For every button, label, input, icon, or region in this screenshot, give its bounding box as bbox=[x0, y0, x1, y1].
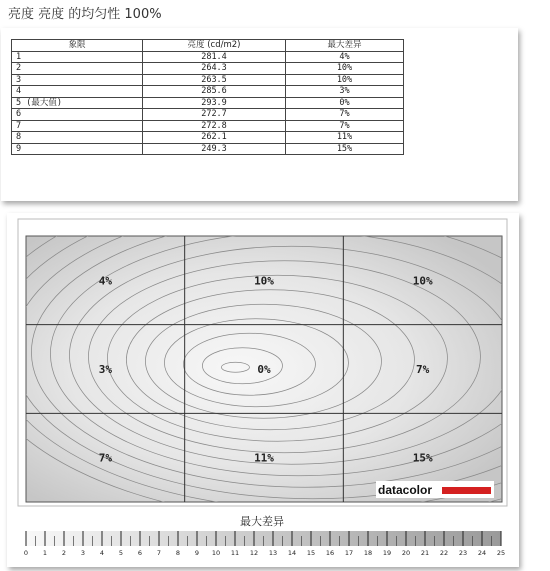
quadrant-label: 4% bbox=[98, 274, 112, 288]
svg-text:datacolor: datacolor bbox=[378, 483, 433, 497]
table-row bbox=[12, 132, 404, 144]
luminance-cell: 272.7 bbox=[143, 109, 286, 121]
scale-tick-label: 20 bbox=[401, 549, 411, 557]
table-row bbox=[12, 109, 404, 121]
luminance-cell: 262.1 bbox=[143, 132, 286, 144]
scale-tick-label: 23 bbox=[458, 549, 468, 557]
table-row bbox=[12, 63, 404, 75]
luminance-cell: 249.3 bbox=[143, 143, 286, 155]
zone-cell: 4 bbox=[12, 86, 143, 98]
max-difference-cell: 7% bbox=[286, 109, 404, 121]
quadrant-label: 3% bbox=[98, 363, 112, 376]
luminance-cell: 281.4 bbox=[143, 51, 286, 63]
luminance-cell: 263.5 bbox=[143, 74, 286, 86]
max-difference-cell: 15% bbox=[286, 143, 404, 155]
table-header-row bbox=[12, 40, 404, 52]
table-row bbox=[12, 51, 404, 63]
zone-cell: 6 bbox=[12, 109, 143, 121]
table-row bbox=[12, 86, 404, 98]
scale-tick-label: 9 bbox=[194, 549, 200, 557]
scale-tick-label: 16 bbox=[325, 549, 335, 557]
scale-tick-label: 10 bbox=[211, 549, 221, 557]
table-row bbox=[12, 97, 404, 109]
uniformity-contour-chart bbox=[7, 213, 519, 567]
zone-cell: 8 bbox=[12, 132, 143, 144]
scale-tick-label: 3 bbox=[80, 549, 86, 557]
scale-tick-label: 24 bbox=[477, 549, 487, 557]
zone-cell: 7 bbox=[12, 120, 143, 132]
table-row bbox=[12, 120, 404, 132]
header-luminance: 亮度 (cd/m2) bbox=[143, 40, 286, 52]
quadrant-label: 10% bbox=[254, 274, 274, 288]
scale-tick-label: 7 bbox=[156, 549, 162, 557]
uniformity-chart-card bbox=[7, 213, 519, 567]
scale-tick-label: 5 bbox=[118, 549, 124, 557]
datacolor-logo bbox=[376, 481, 494, 498]
table-row bbox=[12, 74, 404, 86]
scale-tick-label: 25 bbox=[496, 549, 506, 557]
scale-tick-label: 0 bbox=[23, 549, 29, 557]
max-difference-cell: 11% bbox=[286, 132, 404, 144]
scale-tick-label: 22 bbox=[439, 549, 449, 557]
quadrant-label: 0% bbox=[257, 363, 271, 376]
luminance-cell: 293.9 bbox=[143, 97, 286, 109]
scale-tick-label: 12 bbox=[249, 549, 259, 557]
quadrant-label: 10% bbox=[412, 274, 433, 288]
scale-tick-label: 4 bbox=[99, 549, 105, 557]
max-difference-cell: 10% bbox=[286, 63, 404, 75]
luminance-cell: 285.6 bbox=[143, 86, 286, 98]
max-difference-cell: 3% bbox=[286, 86, 404, 98]
scale-tick-label: 11 bbox=[230, 549, 240, 557]
scale-tick-label: 8 bbox=[175, 549, 181, 557]
table-row bbox=[12, 143, 404, 155]
scale-tick-label: 13 bbox=[268, 549, 278, 557]
luminance-cell: 272.8 bbox=[143, 120, 286, 132]
header-max-difference: 最大差异 bbox=[286, 40, 404, 52]
scale-title: 最大差异 bbox=[240, 515, 284, 528]
max-difference-cell: 7% bbox=[286, 120, 404, 132]
zone-cell: 2 bbox=[12, 63, 143, 75]
zone-cell: 9 bbox=[12, 143, 143, 155]
zone-cell: 5 (最大值) bbox=[12, 97, 143, 109]
scale-tick-label: 6 bbox=[137, 549, 143, 557]
scale-tick-label: 15 bbox=[306, 549, 316, 557]
scale-tick-label: 2 bbox=[61, 549, 67, 557]
page-title: 亮度 亮度 的均匀性 100% bbox=[8, 7, 162, 22]
uniformity-table bbox=[11, 39, 404, 155]
max-difference-cell: 10% bbox=[286, 74, 404, 86]
scale-tick-label: 21 bbox=[420, 549, 430, 557]
scale-tick-label: 19 bbox=[382, 549, 392, 557]
zone-cell: 1 bbox=[12, 51, 143, 63]
max-difference-cell: 4% bbox=[286, 51, 404, 63]
scale-tick-label: 1 bbox=[42, 549, 48, 557]
max-difference-cell: 0% bbox=[286, 97, 404, 109]
header-zone: 象限 bbox=[12, 40, 143, 52]
quadrant-label: 15% bbox=[412, 451, 433, 465]
scale-tick-label: 14 bbox=[287, 549, 297, 557]
quadrant-label: 11% bbox=[254, 451, 274, 465]
luminance-cell: 264.3 bbox=[143, 63, 286, 75]
uniformity-table-card bbox=[1, 28, 518, 201]
quadrant-label: 7% bbox=[98, 451, 112, 465]
zone-cell: 3 bbox=[12, 74, 143, 86]
scale-tick-label: 17 bbox=[344, 549, 354, 557]
color-scale-bar bbox=[24, 531, 505, 557]
quadrant-label: 7% bbox=[416, 363, 430, 376]
scale-tick-label: 18 bbox=[363, 549, 373, 557]
